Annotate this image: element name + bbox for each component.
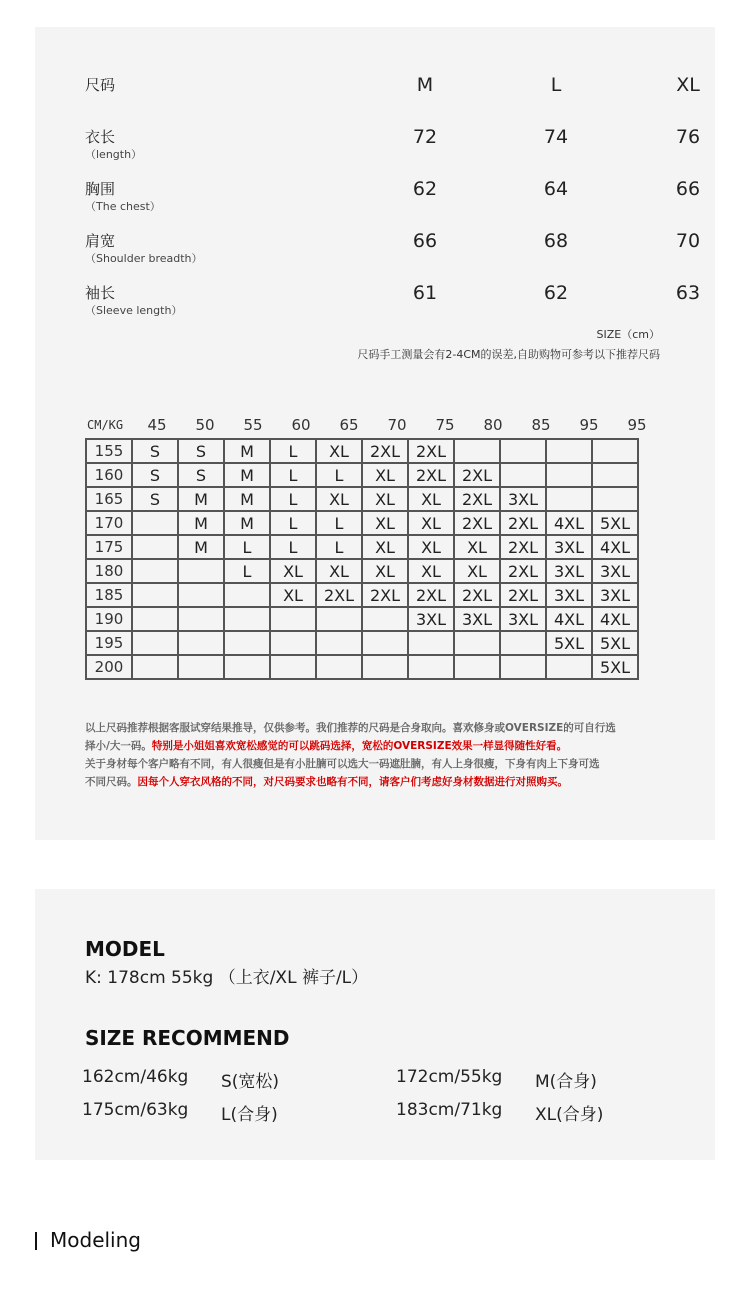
rec-size-2: M(合身)	[535, 1072, 597, 1092]
grid-cell: XL	[362, 487, 408, 511]
size-label: 尺码	[85, 76, 116, 94]
note-line-4-highlight: 因每个人穿衣风格的不同，对尺码要求也略有不同，请客户们考虑好身材数据进行对照购买。	[137, 776, 568, 788]
grid-cell	[224, 655, 270, 679]
grid-cell: S	[132, 439, 178, 463]
rec-measure-3: 175cm/63kg	[82, 1100, 189, 1120]
grid-cell: XL	[316, 559, 362, 583]
grid-cell: S	[132, 463, 178, 487]
grid-cell	[316, 631, 362, 655]
measurement-value: 62	[412, 178, 438, 200]
grid-weight-header	[85, 416, 660, 438]
measurement-row	[85, 126, 701, 176]
grid-cell	[132, 511, 178, 535]
grid-cell	[362, 607, 408, 631]
grid-weight-label: 55	[243, 416, 263, 434]
grid-cell: 2XL	[408, 439, 454, 463]
grid-weight-label: 65	[339, 416, 359, 434]
grid-cell	[132, 631, 178, 655]
grid-cell: XL	[362, 511, 408, 535]
grid-cell: XL	[270, 559, 316, 583]
grid-height-label: 165	[86, 487, 132, 511]
grid-cell: 5XL	[592, 655, 638, 679]
grid-cell: XL	[316, 487, 362, 511]
grid-cell	[316, 655, 362, 679]
grid-cell: 2XL	[454, 487, 500, 511]
grid-cell: L	[316, 535, 362, 559]
grid-cell	[132, 607, 178, 631]
grid-cell	[270, 655, 316, 679]
grid-cell	[224, 607, 270, 631]
grid-row	[86, 463, 638, 487]
note-line-1: 以上尺码推荐根据客服试穿结果推导，仅供参考。我们推荐的尺码是合身取向。喜欢修身或OVERSIZE的可自行选	[85, 722, 616, 734]
rec-size-4: XL(合身)	[535, 1105, 604, 1125]
grid-cell	[454, 631, 500, 655]
grid-cell: 2XL	[500, 583, 546, 607]
grid-cell	[592, 487, 638, 511]
grid-cell: L	[224, 559, 270, 583]
measurement-value: 61	[412, 282, 438, 304]
grid-weight-label: 70	[387, 416, 407, 434]
grid-cell: 2XL	[362, 583, 408, 607]
measurement-value: 66	[675, 178, 701, 200]
grid-cell: L	[270, 463, 316, 487]
measurement-row	[85, 230, 701, 280]
grid-weight-label: 95	[579, 416, 599, 434]
grid-cell: L	[316, 463, 362, 487]
grid-cell: 4XL	[592, 607, 638, 631]
measurement-row	[85, 282, 701, 332]
grid-cell: L	[270, 487, 316, 511]
grid-cell: 3XL	[500, 487, 546, 511]
rec-size-1: S(宽松)	[221, 1072, 280, 1092]
size-l: L	[550, 74, 562, 96]
grid-height-label: 195	[86, 631, 132, 655]
measurement-value: 63	[675, 282, 701, 304]
grid-weight-label: 50	[195, 416, 215, 434]
grid-cell	[316, 607, 362, 631]
grid-cell	[500, 439, 546, 463]
model-info: K: 178cm 55kg （上衣/XL 裤子/L）	[85, 968, 369, 988]
grid-cell: S	[178, 463, 224, 487]
grid-cell: XL	[270, 583, 316, 607]
measurement-note: 尺码手工测量会有2-4CM的误差,自助购物可参考以下推荐尺码	[357, 348, 660, 361]
grid-cell: L	[316, 511, 362, 535]
note-line-2	[85, 737, 665, 755]
grid-cell: M	[178, 535, 224, 559]
grid-cell	[224, 631, 270, 655]
grid-cell: 5XL	[592, 631, 638, 655]
grid-cell	[454, 655, 500, 679]
size-recommend-title: SIZE RECOMMEND	[85, 1026, 290, 1050]
grid-cell: 2XL	[408, 583, 454, 607]
measurement-label: 肩宽	[85, 232, 116, 250]
measurement-sublabel: （Shoulder breadth）	[85, 252, 203, 265]
grid-cell: L	[270, 439, 316, 463]
grid-height-label: 200	[86, 655, 132, 679]
size-chart-panel	[35, 27, 715, 840]
grid-cell: M	[224, 511, 270, 535]
model-title: MODEL	[85, 937, 165, 961]
measurement-value: 74	[543, 126, 569, 148]
measurement-value: 66	[412, 230, 438, 252]
grid-cell	[362, 655, 408, 679]
grid-cell	[178, 631, 224, 655]
grid-cell: M	[178, 487, 224, 511]
grid-row	[86, 439, 638, 463]
grid-cell: XL	[362, 559, 408, 583]
grid-row	[86, 535, 638, 559]
note-line-4	[85, 773, 665, 791]
grid-height-label: 155	[86, 439, 132, 463]
measurement-row	[85, 178, 701, 228]
modeling-heading: Modeling	[50, 1228, 141, 1252]
grid-weight-label: 75	[435, 416, 455, 434]
section-marker-bar	[35, 1232, 37, 1250]
measurement-value: 76	[675, 126, 701, 148]
grid-cell: 5XL	[592, 511, 638, 535]
size-header-row	[85, 74, 700, 124]
grid-cell: M	[178, 511, 224, 535]
grid-weight-label: 80	[483, 416, 503, 434]
grid-cell: 4XL	[546, 607, 592, 631]
grid-cell: 2XL	[454, 583, 500, 607]
grid-cell: 3XL	[454, 607, 500, 631]
grid-cell	[132, 655, 178, 679]
grid-cell	[132, 535, 178, 559]
grid-cell: L	[270, 535, 316, 559]
grid-height-label: 185	[86, 583, 132, 607]
note-line-3: 关于身材每个客户略有不同，有人很瘦但是有小肚腩可以选大一码遮肚腩，有人上身很瘦，下身有肉上下身可选	[85, 758, 600, 770]
grid-row	[86, 487, 638, 511]
grid-cell: 3XL	[546, 559, 592, 583]
grid-cell	[546, 487, 592, 511]
grid-cell	[362, 631, 408, 655]
grid-cell: 3XL	[408, 607, 454, 631]
grid-cell	[178, 607, 224, 631]
measurement-label: 袖长	[85, 284, 116, 302]
grid-cell	[132, 583, 178, 607]
size-m: M	[416, 74, 434, 96]
grid-cell	[178, 559, 224, 583]
measurement-value: 72	[412, 126, 438, 148]
grid-cell: 2XL	[500, 535, 546, 559]
rec-size-3: L(合身)	[221, 1105, 278, 1125]
measurement-label: 胸围	[85, 180, 116, 198]
note-line-4-a: 不同尺码。	[85, 776, 138, 788]
grid-cell: XL	[408, 535, 454, 559]
grid-cell	[592, 463, 638, 487]
grid-cell	[224, 583, 270, 607]
grid-cell: 2XL	[500, 559, 546, 583]
grid-weight-label: 85	[531, 416, 551, 434]
grid-cell: XL	[454, 535, 500, 559]
grid-cell: L	[224, 535, 270, 559]
grid-cell	[132, 559, 178, 583]
grid-cell	[546, 463, 592, 487]
grid-cell	[500, 655, 546, 679]
size-recommendation-grid	[85, 438, 639, 680]
grid-height-label: 160	[86, 463, 132, 487]
grid-cell: 4XL	[592, 535, 638, 559]
grid-cell: 2XL	[362, 439, 408, 463]
grid-cell: 2XL	[454, 511, 500, 535]
grid-cell	[270, 631, 316, 655]
grid-cell: 2XL	[454, 463, 500, 487]
grid-cell: 2XL	[500, 511, 546, 535]
measurement-value: 70	[675, 230, 701, 252]
grid-cell: S	[132, 487, 178, 511]
grid-height-label: 180	[86, 559, 132, 583]
grid-cell	[546, 439, 592, 463]
size-unit: SIZE（cm）	[596, 328, 660, 341]
grid-weight-label: 95	[627, 416, 647, 434]
measurement-value: 62	[543, 282, 569, 304]
grid-cell: 2XL	[408, 463, 454, 487]
grid-cell: 3XL	[500, 607, 546, 631]
grid-cell	[178, 655, 224, 679]
grid-cell	[500, 463, 546, 487]
grid-cell: M	[224, 439, 270, 463]
grid-cell: XL	[454, 559, 500, 583]
size-xl: XL	[676, 74, 700, 96]
grid-cell	[408, 655, 454, 679]
measurement-sublabel: （The chest）	[85, 200, 161, 213]
grid-cell: 2XL	[316, 583, 362, 607]
grid-cell: 3XL	[546, 583, 592, 607]
grid-cell	[178, 583, 224, 607]
note-line-2-a: 择小/大一码。	[85, 740, 152, 752]
grid-cell	[500, 631, 546, 655]
notes	[85, 719, 665, 791]
grid-cell	[270, 607, 316, 631]
grid-row	[86, 583, 638, 607]
grid-cell: L	[270, 511, 316, 535]
grid-corner-label: CM/KG	[87, 418, 124, 432]
grid-cell: XL	[362, 535, 408, 559]
grid-height-label: 190	[86, 607, 132, 631]
grid-row	[86, 607, 638, 631]
measurement-sublabel: （length）	[85, 148, 143, 161]
grid-row	[86, 511, 638, 535]
grid-height-label: 170	[86, 511, 132, 535]
grid-cell	[408, 631, 454, 655]
rec-measure-1: 162cm/46kg	[82, 1067, 189, 1087]
grid-cell	[454, 439, 500, 463]
measurement-value: 64	[543, 178, 569, 200]
grid-cell	[546, 655, 592, 679]
grid-row	[86, 631, 638, 655]
grid-cell: 3XL	[592, 583, 638, 607]
rec-measure-4: 183cm/71kg	[396, 1100, 503, 1120]
grid-cell: 3XL	[546, 535, 592, 559]
measurement-sublabel: （Sleeve length）	[85, 304, 183, 317]
grid-cell	[592, 439, 638, 463]
note-line-2-highlight: 特别是小姐姐喜欢宽松感觉的可以跳码选择，宽松的OVERSIZE效果一样显得随性好看。	[151, 740, 568, 752]
grid-cell: XL	[408, 559, 454, 583]
grid-weight-label: 45	[147, 416, 167, 434]
grid-row	[86, 559, 638, 583]
grid-cell: 3XL	[592, 559, 638, 583]
grid-cell: M	[224, 463, 270, 487]
grid-cell: XL	[408, 511, 454, 535]
model-panel	[35, 889, 715, 1160]
grid-row	[86, 655, 638, 679]
grid-cell: S	[178, 439, 224, 463]
grid-cell: M	[224, 487, 270, 511]
grid-weight-label: 60	[291, 416, 311, 434]
grid-cell: 4XL	[546, 511, 592, 535]
grid-height-label: 175	[86, 535, 132, 559]
rec-measure-2: 172cm/55kg	[396, 1067, 503, 1087]
grid-cell: 5XL	[546, 631, 592, 655]
measurement-label: 衣长	[85, 128, 116, 146]
measurement-value: 68	[543, 230, 569, 252]
grid-cell: XL	[408, 487, 454, 511]
grid-cell: XL	[316, 439, 362, 463]
grid-cell: XL	[362, 463, 408, 487]
